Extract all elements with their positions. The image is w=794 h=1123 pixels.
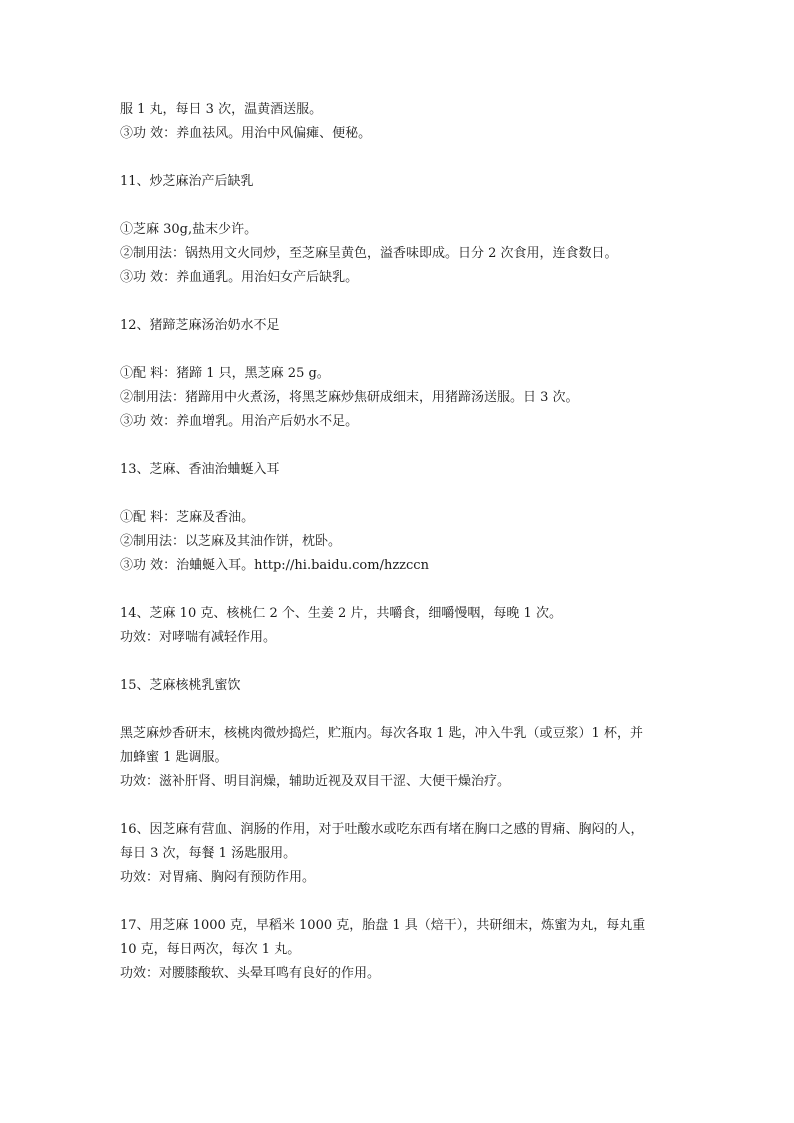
text-line: 功效：滋补肝肾、明目润燥，辅助近视及双目干涩、大便干燥治疗。 — [120, 774, 511, 789]
text-line: ③功 效：治蛐蜒入耳。http://hi.baidu.com/hzzccn — [120, 558, 429, 573]
text-line: ②制用法：以芝麻及其油作饼，枕卧。 — [120, 534, 342, 549]
text-line: 每日 3 次，每餐 1 汤匙服用。 — [120, 846, 297, 861]
text-line: 10 克，每日两次，每次 1 丸。 — [120, 942, 301, 957]
blank-line — [120, 146, 680, 170]
text-line: 服 1 丸，每日 3 次，温黄酒送服。 — [120, 102, 323, 117]
text-line: ①配 料：猪蹄 1 只，黑芝麻 25 g。 — [120, 366, 330, 381]
section-heading: 13、芝麻、香油治蛐蜒入耳 — [120, 462, 280, 477]
text-line: 功效：对胃痛、胸闷有预防作用。 — [120, 870, 316, 885]
text-line: ①芝麻 30g,盐末少许。 — [120, 222, 258, 237]
text-line: ②制用法：猪蹄用中火煮汤，将黑芝麻炒焦研成细末，用猪蹄汤送服。日 3 次。 — [120, 390, 579, 405]
section-heading: 15、芝麻核桃乳蜜饮 — [120, 678, 241, 693]
text-line: ③功 效：养血祛风。用治中风偏瘫、便秘。 — [120, 126, 372, 141]
blank-line — [120, 794, 680, 818]
text-line: 功效：对哮喘有减轻作用。 — [120, 630, 277, 645]
blank-line — [120, 650, 680, 674]
blank-line — [120, 338, 680, 362]
text-line: ③功 效：养血通乳。用治妇女产后缺乳。 — [120, 270, 359, 285]
document-body — [120, 98, 680, 986]
text-line: ①配 料：芝麻及香油。 — [120, 510, 255, 525]
blank-line — [120, 698, 680, 722]
blank-line — [120, 482, 680, 506]
text-line: ③功 效：养血增乳。用治产后奶水不足。 — [120, 414, 359, 429]
blank-line — [120, 578, 680, 602]
blank-line — [120, 290, 680, 314]
blank-line — [120, 890, 680, 914]
section-heading: 12、猪蹄芝麻汤治奶水不足 — [120, 318, 280, 333]
section-heading: 16、因芝麻有营血、润肠的作用，对于吐酸水或吃东西有堵在胸口之感的胃痛、胸闷的人， — [120, 822, 644, 837]
text-line: 黑芝麻炒香研末，核桃肉微炒捣烂，贮瓶内。每次各取 1 匙，冲入牛乳（或豆浆）1 杯，并 — [120, 726, 643, 741]
section-heading: 17、用芝麻 1000 克，早稻米 1000 克，胎盘 1 具（焙干），共研细末，炼蜜为丸，每丸重 — [120, 918, 646, 933]
text-line: 加蜂蜜 1 匙调服。 — [120, 750, 228, 765]
section-heading: 14、芝麻 10 克、核桃仁 2 个、生姜 2 片，共嚼食，细嚼慢咽，每晚 1 次。 — [120, 606, 562, 621]
text-line: 功效：对腰膝酸软、头晕耳鸣有良好的作用。 — [120, 966, 381, 981]
blank-line — [120, 434, 680, 458]
section-heading: 11、炒芝麻治产后缺乳 — [120, 174, 254, 189]
text-line: ②制用法：锅热用文火同炒，至芝麻呈黄色，溢香味即成。日分 2 次食用，连食数日。 — [120, 246, 618, 261]
blank-line — [120, 194, 680, 218]
